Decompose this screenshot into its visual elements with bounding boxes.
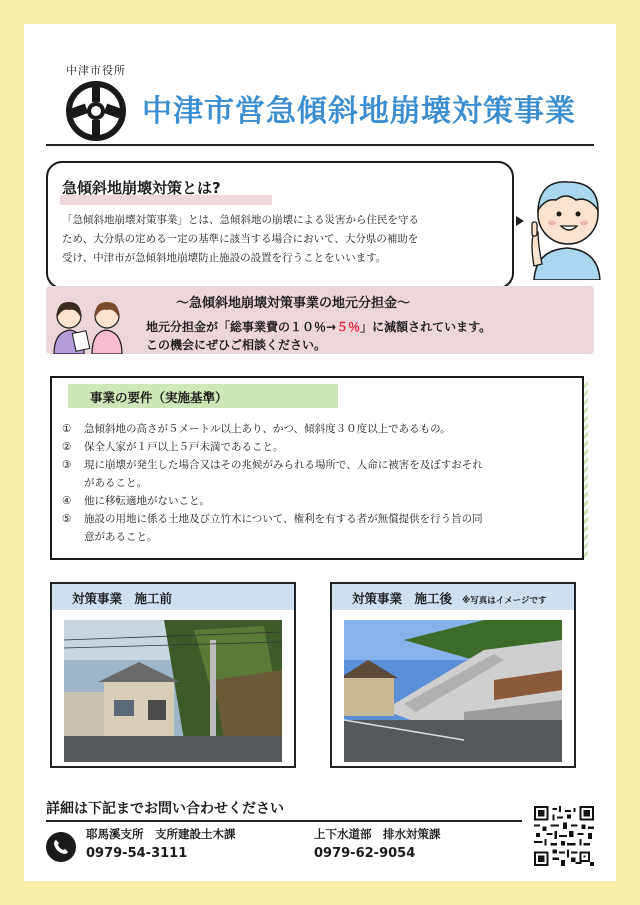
what-is-text — [62, 211, 504, 268]
after-label: 対策事業 施工後 — [352, 591, 453, 606]
cost-share-line1 — [146, 318, 491, 335]
item-number: ④ — [62, 495, 72, 507]
header-divider — [46, 144, 594, 146]
requirement-item-cont — [62, 528, 582, 546]
requirement-item — [62, 438, 582, 456]
speech-pointer-icon — [516, 216, 524, 226]
contact-tel-2[interactable]: 0979-62-9054 — [314, 846, 416, 861]
what-is-box — [46, 161, 514, 289]
cost-share-heading: 〜急傾斜地崩壊対策事業の地元分担金〜 — [176, 296, 411, 311]
cost-share-post: 」に減額されています。 — [360, 320, 492, 334]
qr-code-icon[interactable] — [534, 806, 594, 866]
item-number: ① — [62, 423, 72, 435]
item-text: 施設の用地に係る土地及び立竹木について、権利を有する者が無償提供を行う旨の同 — [84, 513, 483, 525]
phone-icon — [46, 832, 76, 862]
requirements-box — [50, 376, 584, 560]
requirement-item — [62, 492, 582, 510]
flyer-page — [24, 24, 616, 881]
requirement-item — [62, 510, 582, 528]
requirement-item — [62, 420, 582, 438]
contact-tel-1[interactable]: 0979-54-3111 — [86, 846, 188, 861]
page-title: 中津市営急傾斜地崩壊対策事業 — [142, 94, 576, 129]
item-text: 他に移転適地がないこと。 — [84, 495, 210, 507]
logo-text: 中津市役所 — [66, 64, 126, 77]
contact-divider — [46, 820, 522, 822]
before-photo-card — [50, 582, 296, 768]
cost-share-rate: ５％ — [336, 320, 361, 334]
after-photo-card — [330, 582, 576, 768]
what-line: 受け、中津市が急傾斜地崩壊防止施設の設置を行うことをいいます。 — [62, 252, 387, 264]
boy-illustration-icon — [526, 170, 608, 280]
contact-dept-2: 上下水道部 排水対策課 — [314, 827, 441, 841]
what-line: ため、大分県の定める一定の基準に該当する場合において、大分県の補助を — [62, 233, 419, 245]
what-line: 「急傾斜地崩壊対策事業」とは、急傾斜地の崩壊による災害から住民を守る — [62, 214, 419, 226]
before-photo — [64, 620, 282, 762]
cost-share-pre: 地元分担金が「総事業費の１０％→ — [146, 320, 337, 334]
item-number: ⑤ — [62, 513, 72, 525]
city-logo — [51, 62, 141, 162]
after-label-row — [332, 584, 574, 610]
item-number: ② — [62, 441, 72, 453]
cost-share-banner — [46, 286, 594, 354]
item-text: 保全人家が１戸以上５戸未満であること。 — [84, 441, 284, 453]
contact-dept-1: 耶馬溪支所 支所建設土木課 — [86, 827, 236, 841]
city-emblem-icon — [65, 80, 127, 142]
what-is-title: 急傾斜地崩壊対策とは? — [62, 179, 221, 197]
requirements-list — [62, 420, 582, 546]
image-note: ※写真はイメージです — [462, 596, 547, 606]
contact-heading: 詳細は下記までお問い合わせください — [46, 801, 284, 817]
item-text: があること。 — [84, 477, 147, 489]
before-label: 対策事業 施工前 — [52, 584, 294, 610]
item-text: 急傾斜地の高さが５メートル以上あり、かつ、傾斜度３０度以上であるもの。 — [84, 423, 451, 435]
cost-share-line2: この機会にぜひご相談ください。 — [146, 338, 327, 352]
item-text: 意があること。 — [84, 531, 158, 543]
requirement-item — [62, 456, 582, 474]
after-photo — [344, 620, 562, 762]
requirement-item-cont — [62, 474, 582, 492]
requirements-title: 事業の要件（実施基準） — [68, 384, 338, 408]
item-number: ③ — [62, 459, 72, 471]
consultation-illustration-icon — [52, 292, 124, 354]
item-text: 現に崩壊が発生した場合又はその兆候がみられる場所で、人命に被害を及ぼすおそれ — [84, 459, 483, 471]
